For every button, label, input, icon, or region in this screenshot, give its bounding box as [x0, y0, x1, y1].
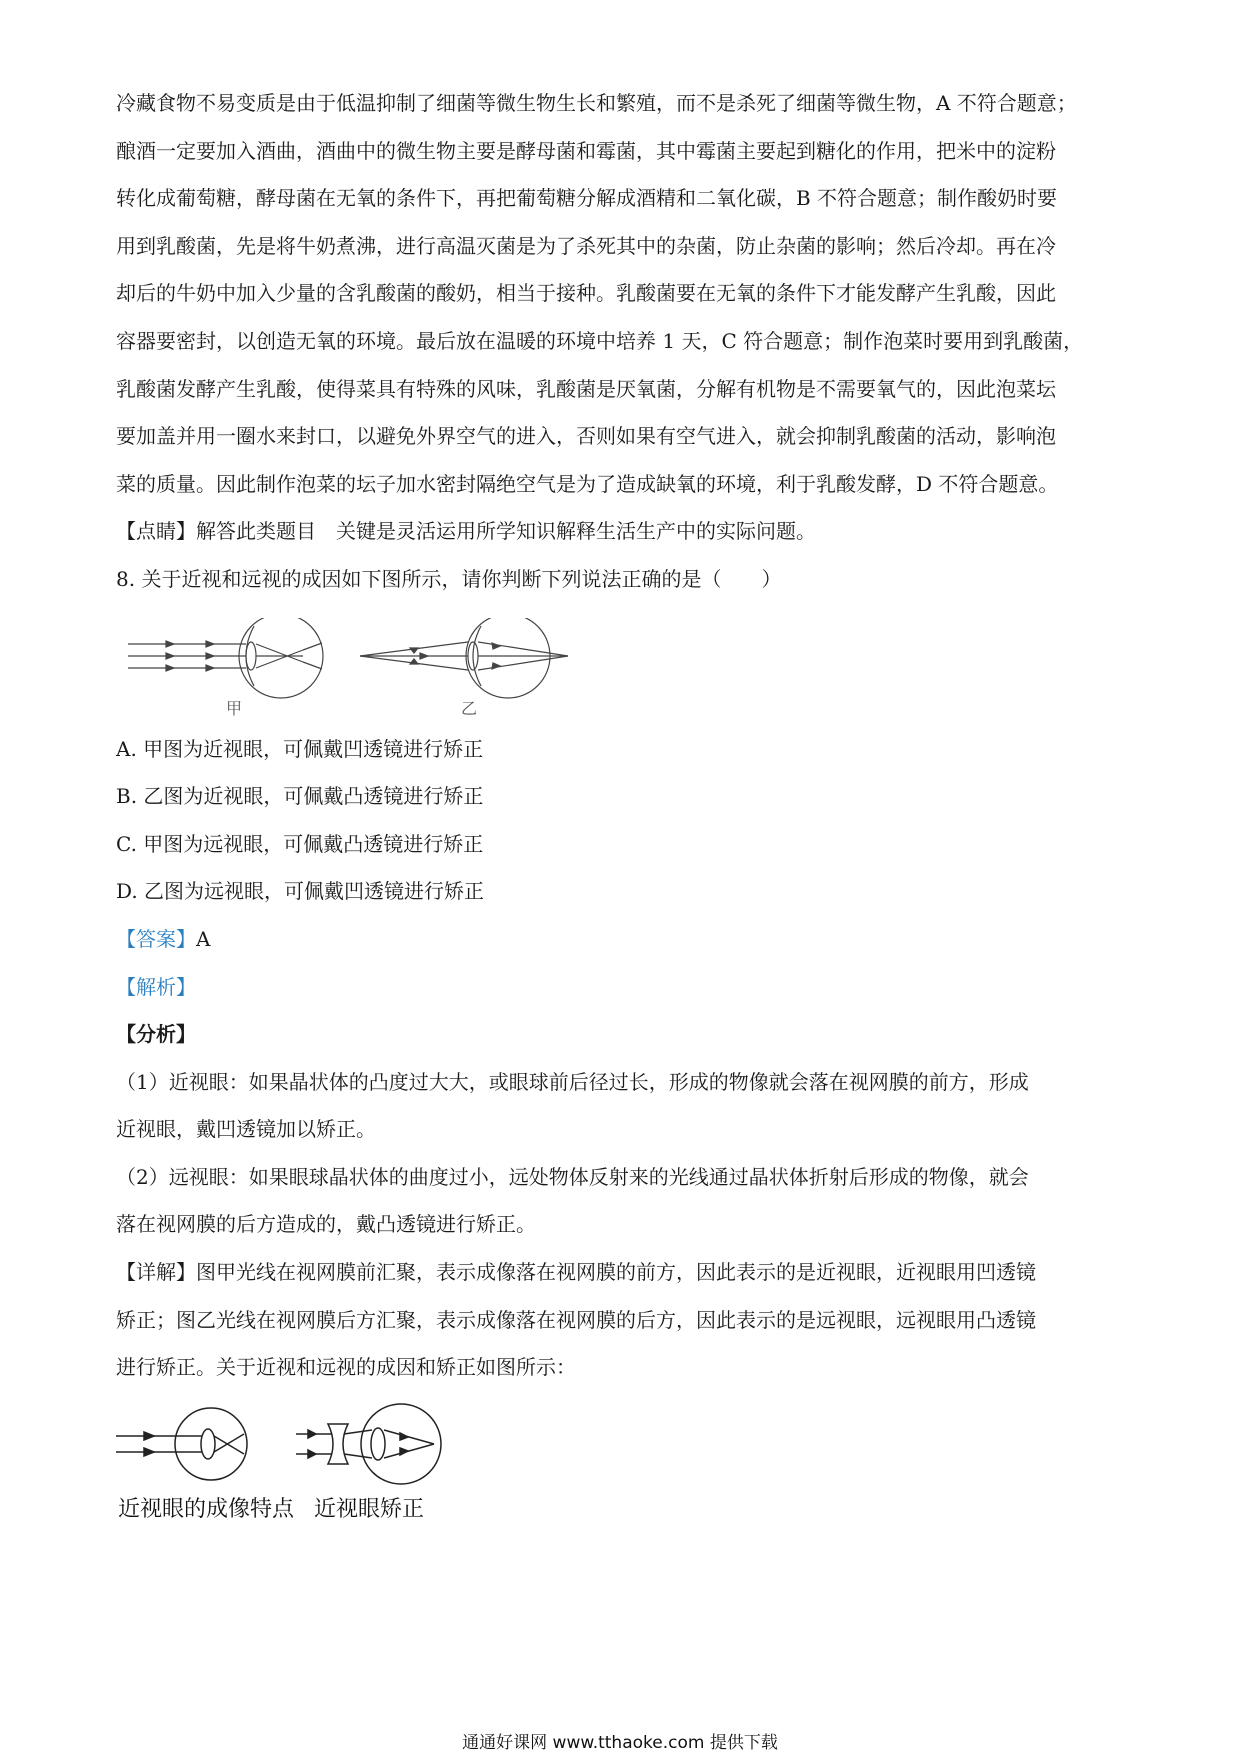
- text-line: 矫正；图乙光线在视网膜后方汇聚，表示成像落在视网膜的后方，因此表示的是远视眼，远视眼用凸透镜: [116, 1307, 1036, 1332]
- option-b: B. 乙图为近视眼，可佩戴凸透镜进行矫正: [116, 784, 484, 809]
- text-line: 容器要密封，以创造无氧的环境。最后放在温暖的环境中培养 1 天，C 符合题意；制作泡菜时要用到乳酸菌，: [116, 328, 1084, 353]
- text-line: 进行矫正。关于近视和远视的成因和矫正如图所示：: [116, 1355, 576, 1380]
- eye-diagram-yi: [360, 618, 568, 698]
- myopia-correction-figure: [116, 1398, 476, 1524]
- dianjing-note: [116, 508, 1134, 556]
- text-line: 【点睛】解答此类题目 关键是灵活运用所学知识解释生活生产中的实际问题。: [116, 519, 816, 544]
- page-content: [116, 80, 1134, 1524]
- text-line: 【详解】图甲光线在视网膜前汇聚，表示成像落在视网膜的前方，因此表示的是近视眼，近视眼用凹透镜: [116, 1260, 1036, 1285]
- text-line: 菜的质量。因此制作泡菜的坛子加水密封隔绝空气是为了造成缺氧的环境，利于乳酸发酵，D 不符合题意。: [116, 471, 1059, 496]
- question-stem: [116, 556, 1134, 604]
- text-line: 转化成葡萄糖，酵母菌在无氧的条件下，再把葡萄糖分解成酒精和二氧化碳，B 不符合题意；制作酸奶时要: [116, 186, 1058, 211]
- text-line: 要加盖并用一圈水来封口，以避免外界空气的进入，否则如果有空气进入，就会抑制乳酸菌的活动，影响泡: [116, 424, 1056, 449]
- text-line: 却后的牛奶中加入少量的含乳酸菌的酸奶，相当于接种。乳酸菌要在无氧的条件下才能发酵产生乳酸，因此: [116, 281, 1056, 306]
- myopia-correction-diagram: [296, 1404, 441, 1484]
- text-line: 近视眼，戴凹透镜加以矫正。: [116, 1117, 376, 1142]
- eye-diagram-figure: [128, 618, 588, 718]
- text-line: （2）远视眼：如果眼球晶状体的曲度过小，远处物体反射来的光线通过晶状体折射后形成的物像，就会: [116, 1164, 1029, 1189]
- myopia-imaging-diagram: [116, 1408, 247, 1480]
- option-d: D. 乙图为远视眼，可佩戴凹透镜进行矫正: [116, 879, 485, 904]
- text-line: 用到乳酸菌，先是将牛奶煮沸，进行高温灭菌是为了杀死其中的杂菌，防止杂菌的影响；然后冷却。再在冷: [116, 233, 1056, 258]
- option-a: A. 甲图为近视眼，可佩戴凹透镜进行矫正: [116, 736, 484, 761]
- figure-label-jia: 甲: [226, 698, 243, 718]
- analysis-tag: 【解析】: [116, 974, 196, 999]
- detail-paragraph: [116, 1249, 1134, 1392]
- page-footer: 通通好课网 www.tthaoke.com 提供下载: [462, 1733, 778, 1753]
- figure2-label-left: 近视眼的成像特点: [118, 1496, 295, 1522]
- text-line: 冷藏食物不易变质是由于低温抑制了细菌等微生物生长和繁殖，而不是杀死了细菌等微生物，A 不符合题意；: [116, 91, 1077, 115]
- paragraph-explanation: [116, 80, 1134, 508]
- point-myopia: [116, 1059, 1134, 1154]
- option-c: C. 甲图为远视眼，可佩戴凸透镜进行矫正: [116, 831, 484, 856]
- answer-line: [116, 916, 1134, 964]
- text-line: 酿酒一定要加入酒曲，酒曲中的微生物主要是酵母菌和霉菌，其中霉菌主要起到糖化的作用，把米中的淀粉: [116, 138, 1056, 163]
- answer-value: A: [196, 926, 211, 951]
- figure-label-yi: 乙: [461, 698, 478, 718]
- fenxi-heading: 【分析】: [116, 1022, 196, 1047]
- text-line: 乳酸菌发酵产生乳酸，使得菜具有特殊的风味，乳酸菌是厌氧菌，分解有机物是不需要氧气的，因此泡菜坛: [116, 376, 1056, 401]
- text-line: （1）近视眼：如果晶状体的凸度过大大，或眼球前后径过长，形成的物像就会落在视网膜的前方，形成: [116, 1069, 1029, 1094]
- figure2-label-right: 近视眼矫正: [314, 1496, 425, 1522]
- answer-tag: 【答案】: [116, 926, 196, 951]
- text-line: 8. 关于近视和远视的成因如下图所示，请你判断下列说法正确的是（ ）: [116, 566, 782, 591]
- eye-diagram-jia: [128, 618, 323, 698]
- text-line: 落在视网膜的后方造成的，戴凸透镜进行矫正。: [116, 1212, 536, 1237]
- point-hyperopia: [116, 1154, 1134, 1249]
